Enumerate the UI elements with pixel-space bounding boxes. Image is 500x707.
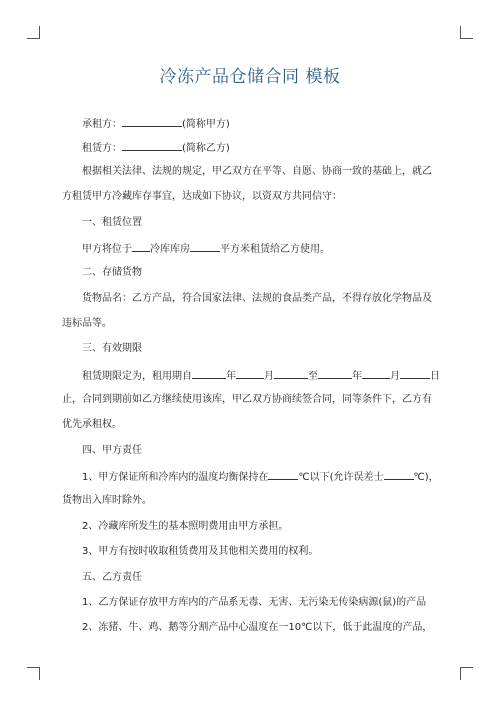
s4-1-blank-tolerance xyxy=(384,469,414,480)
s4-1-blank-temp xyxy=(268,469,298,480)
section-2-line-1: 货物品名：乙方产品，符合国家法律、法规的食品类产品，不得存放化学物品及 xyxy=(82,293,432,304)
s3-month2: 月 xyxy=(390,371,400,382)
s3-blank-month2 xyxy=(362,368,390,379)
lessee-note: (简称乙方) xyxy=(182,143,230,154)
section-3-line-3: 优先承租权。 xyxy=(62,419,122,430)
s1-blank-area xyxy=(190,241,220,252)
s3-day: 日 xyxy=(430,371,440,382)
s3-year1: 年 xyxy=(226,371,236,382)
section-5-heading: 五、乙方责任 xyxy=(82,572,142,583)
s3-blank-month1 xyxy=(236,368,264,379)
s4-1-text-c: ℃)， xyxy=(413,472,439,483)
lessee-blank xyxy=(122,140,182,151)
intro-line-1: 根据相关法律、法规的规定，甲乙双方在平等、自愿、协商一致的基础上，就乙 xyxy=(82,166,432,177)
s1-text-c: 平方米租赁给乙方使用。 xyxy=(220,244,330,255)
s3-year2: 年 xyxy=(352,371,362,382)
lessee-line xyxy=(82,140,230,156)
lessor-line xyxy=(82,116,230,132)
s3-text-a: 租赁期限定为，租用期自 xyxy=(82,371,192,382)
section-4-item-3: 3、甲方有按时收取租赁费用及其他相关费用的权利。 xyxy=(82,546,319,557)
section-1-heading: 一、租赁位置 xyxy=(82,217,142,228)
s1-text-b: 冷库库房 xyxy=(150,244,190,255)
s4-1-text-a: 1、甲方保证所和冷库内的温度均衡保持在 xyxy=(82,472,269,483)
s1-blank-location xyxy=(132,241,150,252)
section-4-item-1-line-2: 货物出入库时除外。 xyxy=(62,495,152,506)
s3-blank-day2 xyxy=(400,368,430,379)
s3-blank-day1 xyxy=(274,368,308,379)
section-5-item-2: 2、冻猪、牛、鸡、鹅等分割产品中心温度在一10℃以下，低于此温度的产品， xyxy=(82,622,433,633)
section-1-line xyxy=(82,241,330,257)
s3-month1: 月 xyxy=(264,371,274,382)
s3-blank-year2 xyxy=(318,368,352,379)
section-3-heading: 三、有效期限 xyxy=(82,343,142,354)
lessor-note: (简称甲方) xyxy=(182,119,230,130)
section-3-line-1 xyxy=(82,368,440,384)
section-3-line-2: 止，合同到期前如乙方继续使用该库，甲乙双方协商续签合同，同等条件下，乙方有 xyxy=(62,394,432,405)
intro-line-2: 方租赁甲方冷藏库存事宜，达成如下协议，以资双方共同信守： xyxy=(62,191,342,202)
section-5-item-1: 1、乙方保证存放甲方库内的产品系无毒、无害、无污染无传染病源(鼠)的产品 xyxy=(82,597,427,608)
s3-blank-year1 xyxy=(192,368,226,379)
lessor-label: 承租方： xyxy=(82,119,122,130)
section-2-line-2: 违标品等。 xyxy=(62,318,112,329)
lessor-blank xyxy=(122,116,182,127)
lessee-label: 租赁方： xyxy=(82,143,122,154)
s3-to: 至 xyxy=(308,371,318,382)
s4-1-text-b: ℃以下(允许误差士 xyxy=(298,472,384,483)
section-4-item-1 xyxy=(82,469,439,485)
section-4-item-2: 2、冷藏库所发生的基本照明费用由甲方承担。 xyxy=(82,521,289,532)
s1-text-a: 甲方将位于 xyxy=(82,244,132,255)
section-4-heading: 四、甲方责任 xyxy=(82,445,142,456)
section-2-heading: 二、存储货物 xyxy=(82,267,142,278)
document-title: 冷冻产品仓储合同 模板 xyxy=(159,67,341,87)
